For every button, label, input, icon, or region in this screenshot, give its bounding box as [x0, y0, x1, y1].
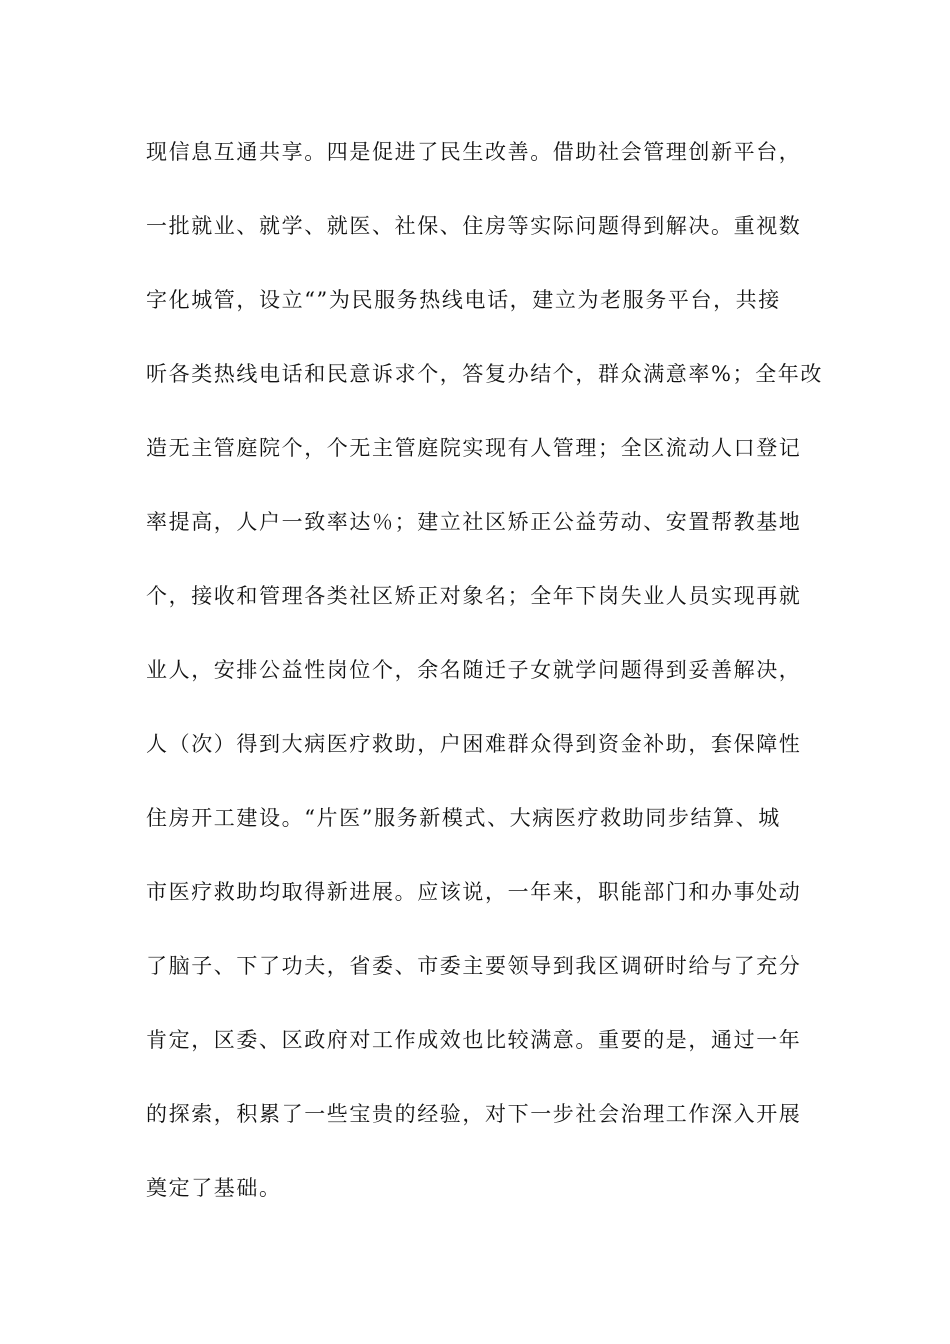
text-line: 一批就业、就学、就医、社保、住房等实际问题得到解决。重视数 — [146, 214, 802, 238]
text-line: 住房开工建设。“片医”服务新模式、大病医疗救助同步结算、城 — [146, 806, 781, 830]
text-line: 肯定，区委、区政府对工作成效也比较满意。重要的是，通过一年 — [146, 1028, 802, 1052]
text-line: 字化城管，设立“”为民服务热线电话，建立为老服务平台，共接 — [146, 288, 781, 312]
text-line: 率提高，人户一致率达％；建立社区矫正公益劳动、安置帮教基地 — [146, 510, 802, 534]
text-line: 奠定了基础。 — [146, 1176, 282, 1200]
text-line: 市医疗救助均取得新进展。应该说，一年来，职能部门和办事处动 — [146, 880, 802, 904]
text-line: 了脑子、下了功夫，省委、市委主要领导到我区调研时给与了充分 — [146, 954, 802, 978]
text-line: 的探索，积累了一些宝贵的经验，对下一步社会治理工作深入开展 — [146, 1102, 802, 1126]
text-line: 造无主管庭院个，个无主管庭院实现有人管理；全区流动人口登记 — [146, 436, 802, 460]
body-paragraph — [146, 130, 823, 1240]
text-line: 人（次）得到大病医疗救助，户困难群众得到资金补助，套保障性 — [146, 732, 802, 756]
text-line: 听各类热线电话和民意诉求个，答复办结个，群众满意率%；全年改 — [146, 362, 823, 386]
text-line: 业人，安排公益性岗位个，余名随迁子女就学问题得到妥善解决， — [146, 658, 802, 682]
text-line: 现信息互通共享。四是促进了民生改善。借助社会管理创新平台， — [146, 140, 802, 164]
text-line: 个，接收和管理各类社区矫正对象名；全年下岗失业人员实现再就 — [146, 584, 802, 608]
